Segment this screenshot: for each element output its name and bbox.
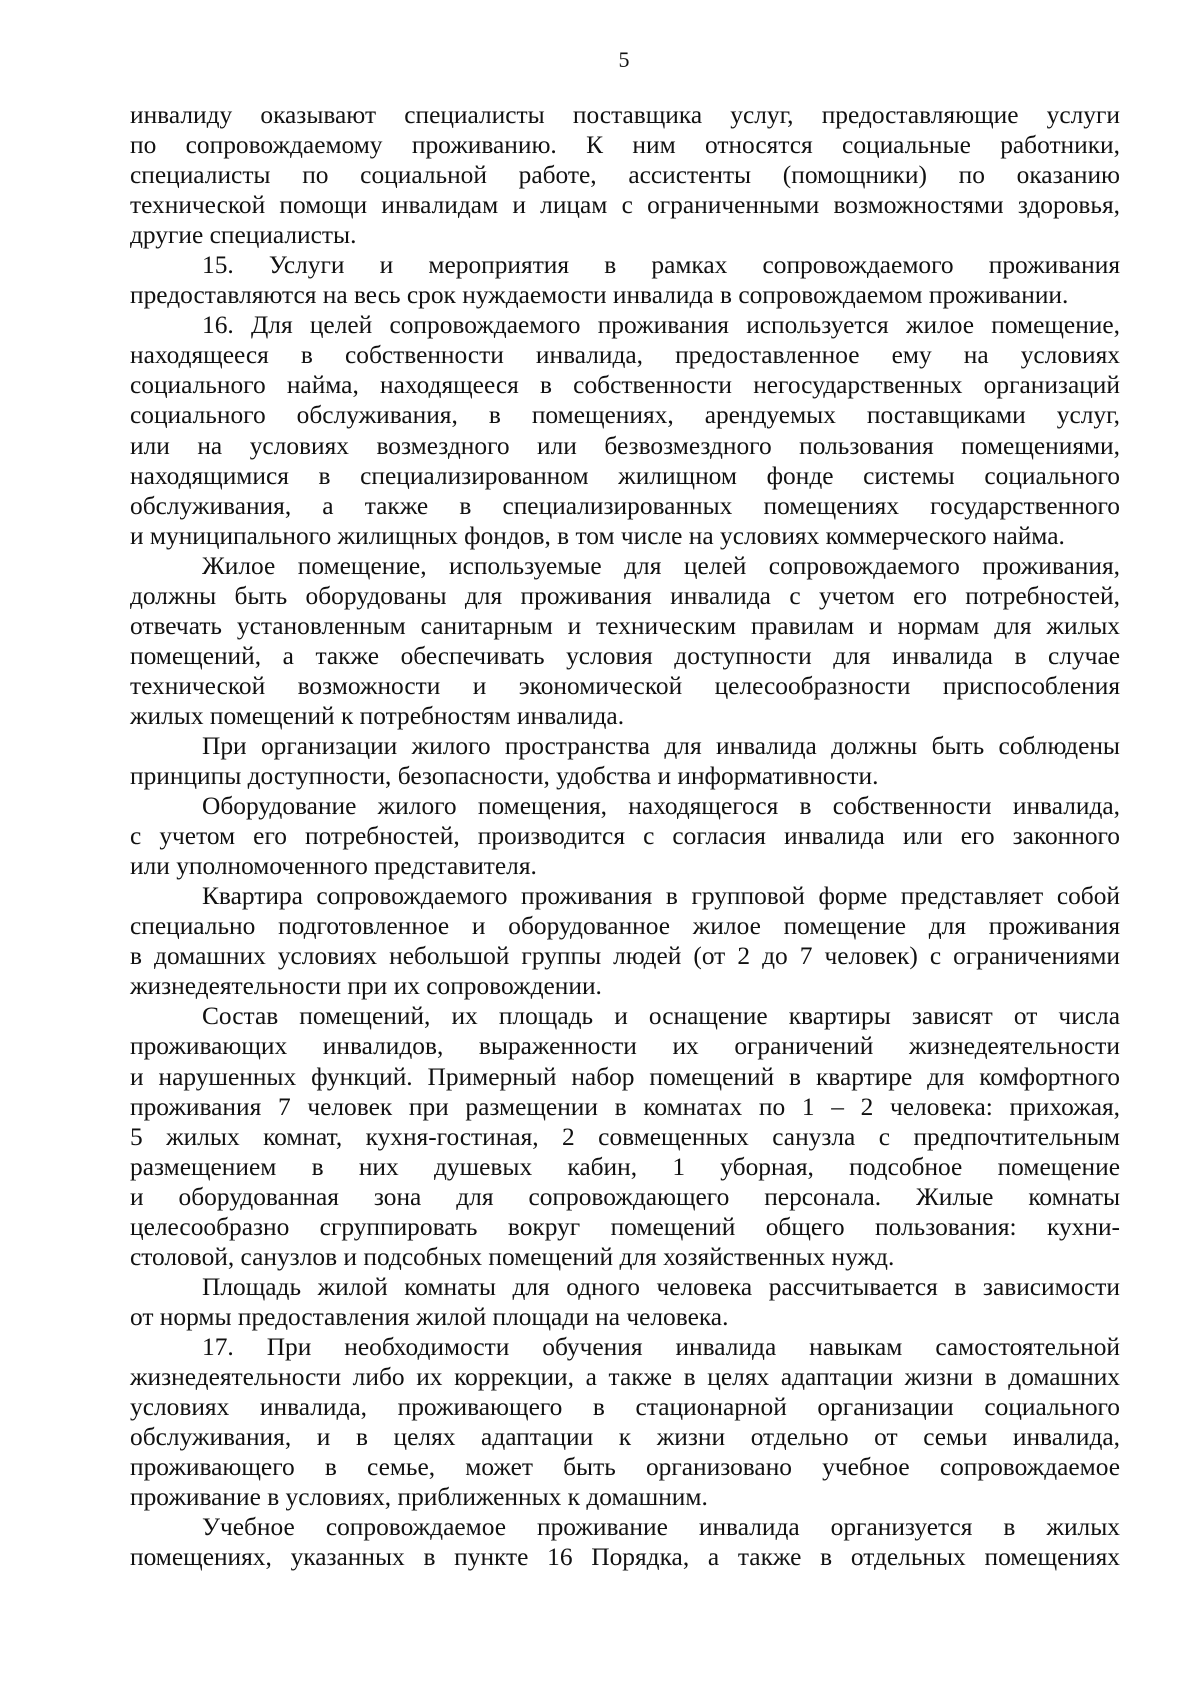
text-line: проживание в условиях, приближенных к домашним. bbox=[130, 1483, 708, 1512]
text-line: специально подготовленное и оборудованное жилое помещение для проживания bbox=[130, 912, 1120, 941]
text-line: проживающего в семье, может быть организовано учебное сопровождаемое bbox=[130, 1453, 1120, 1482]
text-line: Квартира сопровождаемого проживания в групповой форме представляет собой bbox=[202, 882, 1120, 911]
text-line: или уполномоченного представителя. bbox=[130, 852, 537, 881]
text-line: технической возможности и экономической целесообразности приспособления bbox=[130, 671, 1120, 700]
text-line: инвалиду оказывают специалисты поставщика услуг, предоставляющие услуги bbox=[130, 101, 1120, 129]
text-line: 17. При необходимости обучения инвалида навыкам самостоятельной bbox=[202, 1332, 1120, 1361]
text-line: и нарушенных функций. Примерный набор помещений в квартире для комфортного bbox=[130, 1062, 1120, 1091]
text-line: обслуживания, и в целях адаптации к жизни отдельно от семьи инвалида, bbox=[130, 1423, 1120, 1452]
text-line: должны быть оборудованы для проживания инвалида с учетом его потребностей, bbox=[130, 581, 1120, 610]
text-line: 16. Для целей сопровождаемого проживания используется жилое помещение, bbox=[202, 311, 1120, 340]
text-line: технической помощи инвалидам и лицам с ограниченными возможностями здоровья, bbox=[130, 191, 1120, 220]
text-line: условиях инвалида, проживающего в стационарной организации социального bbox=[130, 1393, 1120, 1422]
text-line: 5 жилых комнат, кухня-гостиная, 2 совмещенных санузла с предпочтительным bbox=[130, 1122, 1120, 1151]
text-line: жилых помещений к потребностям инвалида. bbox=[130, 701, 625, 730]
document-body bbox=[130, 100, 1120, 1572]
paragraph bbox=[130, 1512, 1120, 1572]
paragraph bbox=[130, 310, 1120, 550]
text-line: с учетом его потребностей, производится с согласия инвалида или его законного bbox=[130, 822, 1120, 851]
page-number: 5 bbox=[618, 47, 630, 72]
paragraph bbox=[130, 731, 1120, 791]
text-line: проживающих инвалидов, выраженности их ограничений жизнедеятельности bbox=[130, 1032, 1120, 1061]
text-line: При организации жилого пространства для инвалида должны быть соблюдены bbox=[202, 731, 1120, 760]
text-line: помещениях, указанных в пункте 16 Порядка, а также в отдельных помещениях bbox=[130, 1543, 1120, 1572]
paragraph bbox=[130, 100, 1120, 250]
text-line: социального обслуживания, в помещениях, арендуемых поставщиками услуг, bbox=[130, 401, 1120, 430]
text-line: находящееся в собственности инвалида, предоставленное ему на условиях bbox=[130, 341, 1120, 370]
text-line: размещением в них душевых кабин, 1 уборная, подсобное помещение bbox=[130, 1152, 1120, 1181]
paragraph bbox=[130, 1332, 1120, 1512]
text-line: Состав помещений, их площадь и оснащение квартиры зависят от числа bbox=[202, 1002, 1120, 1031]
text-line: Жилое помещение, используемые для целей сопровождаемого проживания, bbox=[202, 551, 1120, 580]
text-line: 15. Услуги и мероприятия в рамках сопровождаемого проживания bbox=[202, 251, 1120, 280]
paragraph bbox=[130, 791, 1120, 881]
paragraph bbox=[130, 551, 1120, 731]
text-line: предоставляются на весь срок нуждаемости инвалида в сопровождаемом проживании. bbox=[130, 281, 1069, 310]
text-line: Учебное сопровождаемое проживание инвалида организуется в жилых bbox=[202, 1513, 1120, 1542]
text-line: отвечать установленным санитарным и техническим правилам и нормам для жилых bbox=[130, 611, 1120, 640]
text-line: находящимися в специализированном жилищном фонде системы социального bbox=[130, 461, 1120, 490]
text-line: специалисты по социальной работе, ассистенты (помощники) по оказанию bbox=[130, 161, 1120, 190]
paragraph bbox=[130, 1001, 1120, 1271]
paragraph bbox=[130, 1272, 1120, 1332]
text-line: принципы доступности, безопасности, удобства и информативности. bbox=[130, 762, 879, 791]
text-line: проживания 7 человек при размещении в комнатах по 1 – 2 человека: прихожая, bbox=[130, 1092, 1120, 1121]
text-line: и оборудованная зона для сопровождающего персонала. Жилые комнаты bbox=[130, 1182, 1120, 1211]
text-line: столовой, санузлов и подсобных помещений для хозяйственных нужд. bbox=[130, 1242, 895, 1271]
text-line: социального найма, находящееся в собственности негосударственных организаций bbox=[130, 371, 1120, 400]
paragraph bbox=[130, 250, 1120, 310]
text-line: обслуживания, а также в специализированных помещениях государственного bbox=[130, 491, 1120, 520]
text-line: помещений, а также обеспечивать условия доступности для инвалида в случае bbox=[130, 641, 1120, 670]
text-line: Площадь жилой комнаты для одного человека рассчитывается в зависимости bbox=[202, 1272, 1120, 1301]
text-line: или на условиях возмездного или безвозмездного пользования помещениями, bbox=[130, 431, 1120, 460]
text-line: жизнедеятельности либо их коррекции, а также в целях адаптации жизни в домашних bbox=[130, 1362, 1120, 1391]
text-line: от нормы предоставления жилой площади на человека. bbox=[130, 1302, 729, 1331]
text-line: Оборудование жилого помещения, находящегося в собственности инвалида, bbox=[202, 792, 1120, 821]
text-line: другие специалисты. bbox=[130, 221, 357, 250]
text-line: в домашних условиях небольшой группы людей (от 2 до 7 человек) с ограничениями bbox=[130, 942, 1120, 971]
text-line: целесообразно сгруппировать вокруг помещений общего пользования: кухни- bbox=[130, 1212, 1120, 1241]
paragraph bbox=[130, 881, 1120, 1001]
text-line: жизнедеятельности при их сопровождении. bbox=[130, 972, 602, 1001]
text-line: по сопровождаемому проживанию. К ним относятся социальные работники, bbox=[130, 131, 1120, 160]
text-line: и муниципального жилищных фондов, в том числе на условиях коммерческого найма. bbox=[130, 521, 1065, 550]
